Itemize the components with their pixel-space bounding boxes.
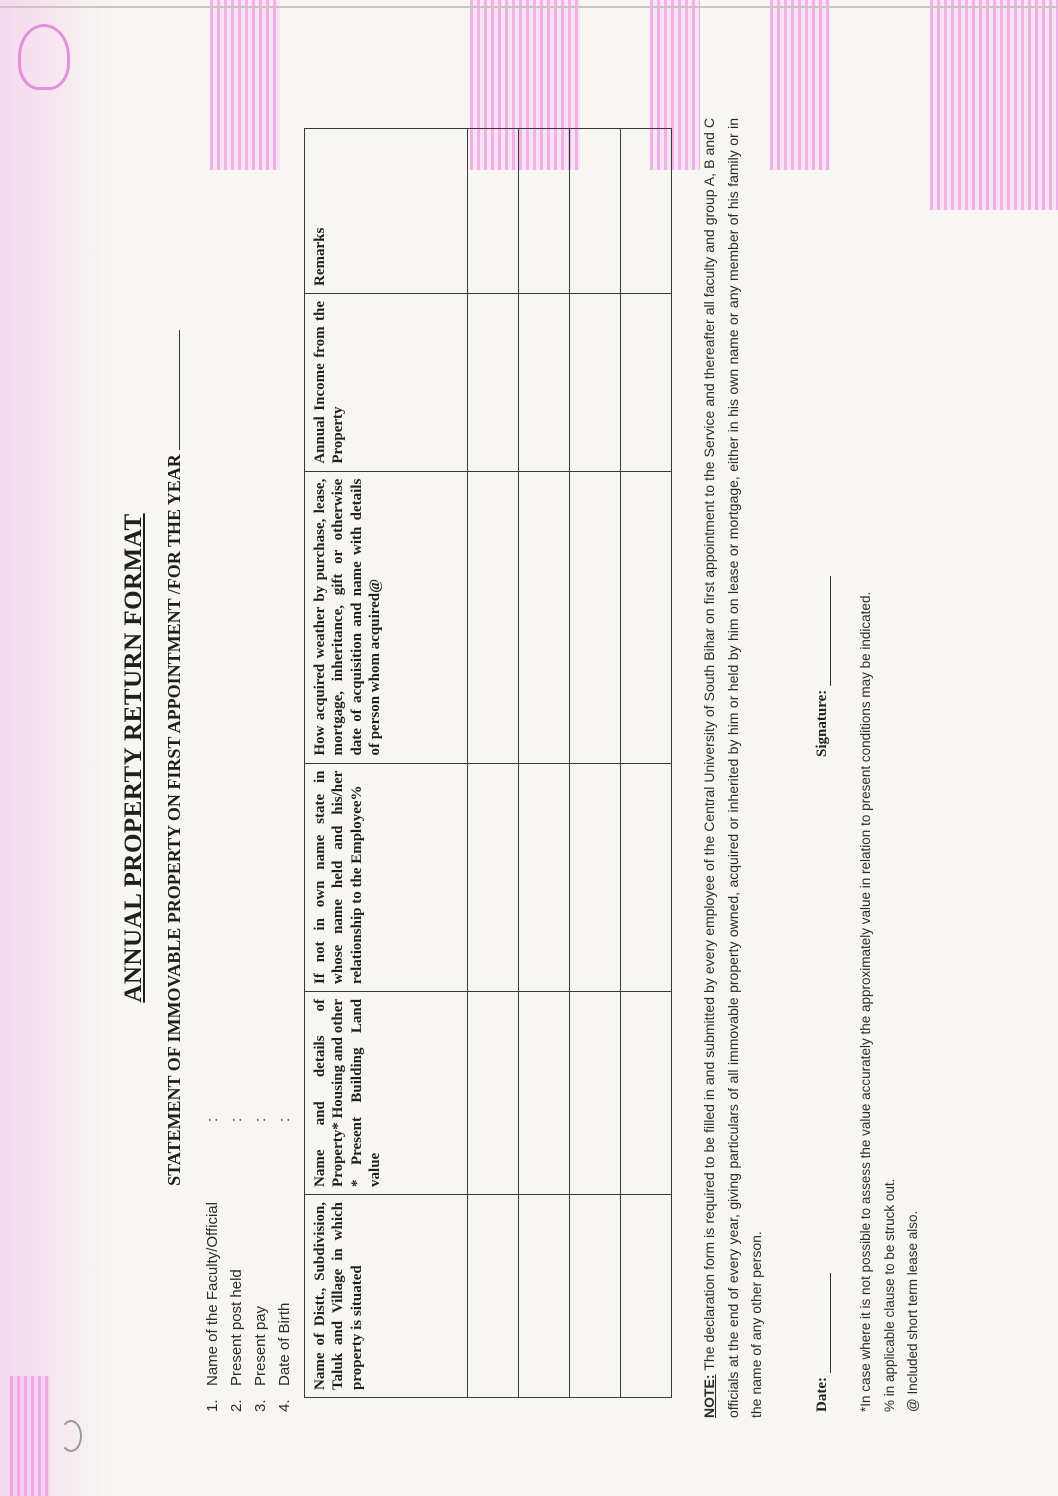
- table-cell[interactable]: [570, 1194, 621, 1397]
- table-cell[interactable]: [468, 471, 519, 763]
- note-text: The declaration form is required to be filled in and submitted by every employee of the Central University of South Bihar on first appointment to the Service and thereafter all faculty and group A, B and C officials at the end of every year, giving particulars of all immovable property owned, acquired or inherited by him or held by him on lease or mortgage, either in his own name or any member of his family or in the name of any other person.: [701, 118, 765, 1418]
- table-cell[interactable]: [519, 991, 570, 1194]
- col-annual-income: Annual Income from the Property: [305, 294, 468, 472]
- field-dob[interactable]: 4. Date of Birth :: [276, 1117, 293, 1412]
- table-row: [621, 129, 672, 1398]
- table-cell[interactable]: [570, 991, 621, 1194]
- table-cell[interactable]: [519, 1194, 570, 1397]
- footnote-lease: @ Included short term lease also.: [905, 1210, 921, 1412]
- table-cell[interactable]: [468, 129, 519, 294]
- table-row: [468, 129, 519, 1398]
- table-cell[interactable]: [621, 294, 672, 472]
- declaration-note: [698, 118, 769, 1418]
- table-cell[interactable]: [621, 991, 672, 1194]
- date-signature-row: [814, 82, 831, 1412]
- employee-fields: [204, 1102, 300, 1412]
- table-cell[interactable]: [468, 294, 519, 472]
- col-held-name: If not in own name state in whose name held and his/her relationship to the Employee%: [305, 763, 468, 991]
- form-page: [110, 38, 921, 1478]
- footnote-value: *In case where it is not possible to assess the value accurately the approximately value in relation to present conditions may be indicated.: [858, 591, 873, 1412]
- year-blank[interactable]: [179, 330, 180, 450]
- field-name[interactable]: 1. Name of the Faculty/Official :: [204, 1117, 221, 1412]
- stamp-mark: [18, 24, 70, 90]
- table-cell[interactable]: [621, 471, 672, 763]
- table-cell[interactable]: [519, 471, 570, 763]
- table-cell[interactable]: [519, 294, 570, 472]
- table-cell[interactable]: [570, 129, 621, 294]
- col-remarks: Remarks: [305, 129, 468, 294]
- table-cell[interactable]: [621, 763, 672, 991]
- table-header-row: [305, 129, 468, 1398]
- form-title: ANNUAL PROPERTY RETURN FORMAT: [120, 513, 147, 1003]
- table-row: [519, 129, 570, 1398]
- signature-label: Signature:: [814, 689, 830, 757]
- table-cell[interactable]: [468, 991, 519, 1194]
- property-table: [304, 128, 672, 1398]
- table-cell[interactable]: [519, 129, 570, 294]
- col-how-acquired: How acquired weather by purchase, lease, mortgage, inheritance, gift or otherwise date of acquisition and name with details of person whom acquired@: [305, 471, 468, 763]
- field-pay[interactable]: 3. Present pay :: [252, 1117, 269, 1412]
- table-cell[interactable]: [621, 129, 672, 294]
- scan-smudge: [930, 0, 1058, 210]
- table-cell[interactable]: [570, 763, 621, 991]
- note-label: NOTE:: [701, 1374, 717, 1418]
- table-cell[interactable]: [468, 1194, 519, 1397]
- date-label: Date:: [814, 1377, 830, 1412]
- table-cell[interactable]: [621, 1194, 672, 1397]
- table-row: [570, 129, 621, 1398]
- footnote-clause: % in applicable clause to be struck out.: [881, 1178, 897, 1412]
- scan-smudge: [10, 1376, 50, 1496]
- field-post[interactable]: 2. Present post held :: [228, 1117, 245, 1412]
- punch-hole: [60, 1420, 82, 1452]
- signature-block: [814, 576, 831, 757]
- table-cell[interactable]: [570, 294, 621, 472]
- date-blank[interactable]: [830, 1273, 831, 1373]
- footnotes: [854, 82, 925, 1412]
- form-subtitle: STATEMENT OF IMMOVABLE PROPERTY ON FIRST APPOINTMENT /FOR THE YEAR: [164, 38, 185, 1478]
- table-cell[interactable]: [519, 763, 570, 991]
- col-location: Name of Distt., Subdivision, Taluk and Village in which property is situated: [305, 1194, 468, 1397]
- scan-shadow: [0, 0, 110, 1496]
- col-property-details: Name and details of Property* Housing and other * Present Building Land value: [305, 991, 468, 1194]
- scan-edge: [0, 6, 1058, 8]
- table-cell[interactable]: [570, 471, 621, 763]
- signature-blank[interactable]: [830, 576, 831, 686]
- table-cell[interactable]: [468, 763, 519, 991]
